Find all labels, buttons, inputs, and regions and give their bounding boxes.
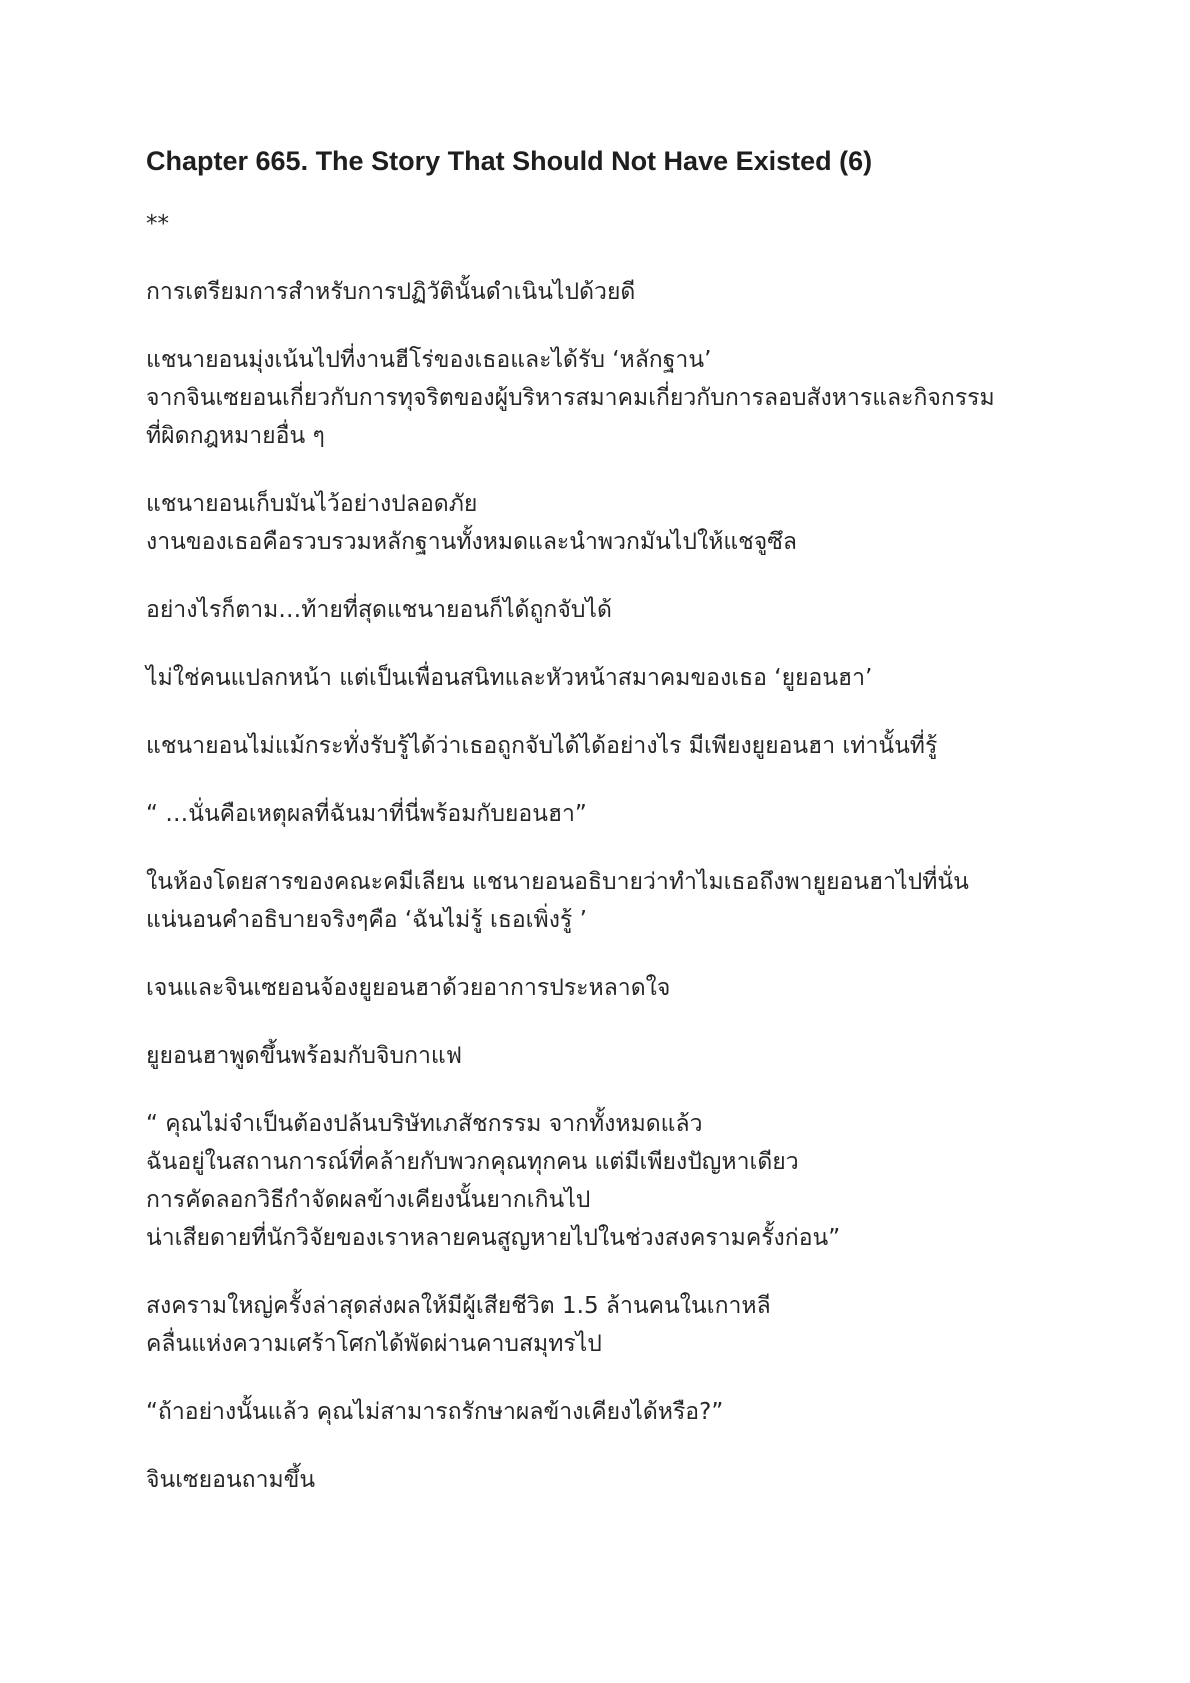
paragraph	[146, 1105, 1066, 1257]
text-line: เจนและจินเซยอนจ้องยูยอนฮาด้วยอาการประหลาดใจ	[146, 975, 671, 1001]
paragraph	[146, 863, 1066, 939]
paragraph	[146, 205, 1066, 243]
text-line: อย่างไรก็ตาม…ท้ายที่สุดแชนายอนก็ได้ถูกจับได้	[146, 597, 612, 623]
text-line: ไม่ใช่คนแปลกหน้า แต่เป็นเพื่อนสนิทและหัวหน้าสมาคมของเธอ ‘ยูยอนฮา’	[146, 665, 873, 691]
text-line: งานของเธอคือรวบรวมหลักฐานทั้งหมดและนำพวกมันไปให้แชจูซึล	[146, 529, 797, 555]
text-line: ที่ผิดกฎหมายอื่น ๆ	[146, 423, 325, 449]
paragraph	[146, 969, 1066, 1007]
text-line: ในห้องโดยสารของคณะคมีเลียน แชนายอนอธิบายว่าทำไมเธอถึงพายูยอนฮาไปที่นั่น	[146, 869, 969, 895]
paragraph	[146, 273, 1066, 311]
text-line: การคัดลอกวิธีกำจัดผลข้างเคียงนั้นยากเกินไป	[146, 1187, 591, 1213]
text-line: จินเซยอนถามขึ้น	[146, 1467, 316, 1493]
text-line: แน่นอนคำอธิบายจริงๆคือ ‘ฉันไม่รู้ เธอเพิ่งรู้ ’	[146, 907, 587, 933]
text-line: สงครามใหญ่ครั้งล่าสุดส่งผลให้มีผู้เสียชีวิต 1.5 ล้านคนในเกาหลี	[146, 1293, 771, 1319]
text-line: การเตรียมการสำหรับการปฏิวัตินั้นดำเนินไปด้วยดี	[146, 279, 636, 305]
chapter-title: Chapter 665. The Story That Should Not Have Existed (6)	[146, 146, 873, 176]
text-line: **	[146, 211, 169, 237]
paragraph	[146, 341, 1066, 455]
paragraph	[146, 1393, 1066, 1431]
document-content	[146, 143, 1066, 1529]
text-line: แชนายอนไม่แม้กระทั่งรับรู้ได้ว่าเธอถูกจับได้ได้อย่างไร มีเพียงยูยอนฮา เท่านั้นที่รู้	[146, 733, 938, 759]
paragraph-list	[146, 205, 1066, 1499]
text-line: ฉันอยู่ในสถานการณ์ที่คล้ายกับพวกคุณทุกคน แต่มีเพียงปัญหาเดียว	[146, 1149, 799, 1175]
paragraph	[146, 727, 1066, 765]
paragraph	[146, 485, 1066, 561]
paragraph	[146, 795, 1066, 833]
paragraph	[146, 1461, 1066, 1499]
text-line: แชนายอนเก็บมันไว้อย่างปลอดภัย	[146, 491, 478, 517]
text-line: ยูยอนฮาพูดขึ้นพร้อมกับจิบกาแฟ	[146, 1043, 463, 1069]
text-line: “ …นั่นคือเหตุผลที่ฉันมาที่นี่พร้อมกับยอนฮา”	[146, 801, 587, 827]
text-line: “ คุณไม่จำเป็นต้องปล้นบริษัทเภสัชกรรม จากทั้งหมดแล้ว	[146, 1111, 703, 1137]
text-line: จากจินเซยอนเกี่ยวกับการทุจริตของผู้บริหารสมาคมเกี่ยวกับการลอบสังหารและกิจกรรม	[146, 385, 995, 411]
text-line: “ถ้าอย่างนั้นแล้ว คุณไม่สามารถรักษาผลข้างเคียงได้หรือ?”	[146, 1399, 724, 1425]
text-line: แชนายอนมุ่งเน้นไปที่งานฮีโร่ของเธอและได้รับ ‘หลักฐาน’	[146, 347, 712, 373]
text-line: น่าเสียดายที่นักวิจัยของเราหลายคนสูญหายไปในช่วงสงครามครั้งก่อน”	[146, 1225, 841, 1251]
paragraph	[146, 591, 1066, 629]
paragraph	[146, 659, 1066, 697]
paragraph	[146, 1287, 1066, 1363]
text-line: คลื่นแห่งความเศร้าโศกได้พัดผ่านคาบสมุทรไป	[146, 1331, 602, 1357]
paragraph	[146, 1037, 1066, 1075]
